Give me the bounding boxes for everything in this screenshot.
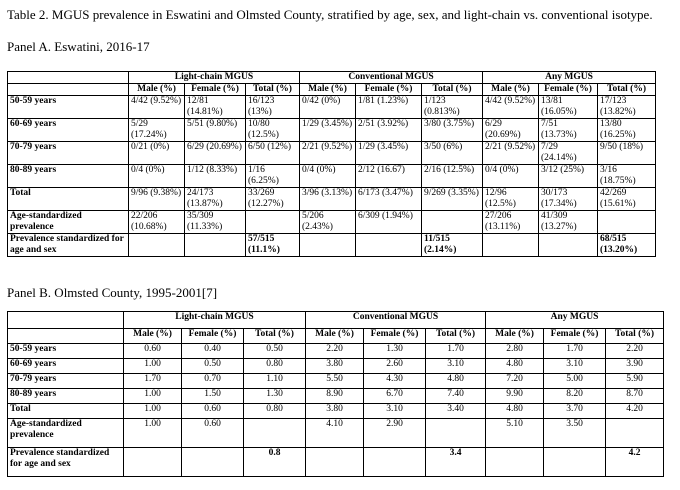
corner-cell: [8, 84, 129, 96]
group-header-light-chain: Light-chain MGUS: [124, 312, 306, 329]
table-cell: 3/12 (25%): [539, 165, 598, 188]
table-cell: 0/42 (0%): [300, 96, 356, 119]
table-cell: 5/29 (17.24%): [129, 119, 185, 142]
table-cell: 6.70: [364, 389, 426, 404]
table-cell: 4.80: [486, 404, 544, 419]
table-cell: 3.80: [306, 359, 364, 374]
row-label: Prevalence standardized for age and sex: [8, 448, 124, 477]
table-cell: [185, 234, 246, 257]
table-cell: 4.80: [426, 374, 486, 389]
table-cell: 16/123 (13%): [246, 96, 300, 119]
column-header: Female (%): [364, 329, 426, 344]
table-cell: 4.20: [606, 404, 664, 419]
table-cell: 3/80 (3.75%): [422, 119, 483, 142]
table-cell: [300, 234, 356, 257]
table-cell: 0.40: [182, 344, 244, 359]
column-header: Total (%): [246, 84, 300, 96]
table-cell: [426, 419, 486, 448]
table-cell: 0.60: [182, 404, 244, 419]
corner-cell: [8, 312, 124, 329]
table-cell: 35/309 (11.33%): [185, 211, 246, 234]
table-cell: 2.90: [364, 419, 426, 448]
table-cell: 1/81 (1.23%): [356, 96, 422, 119]
table-cell: 6/173 (3.47%): [356, 188, 422, 211]
table-cell: 13/80 (16.25%): [598, 119, 656, 142]
corner-cell: [8, 72, 129, 84]
table-cell: 2.60: [364, 359, 426, 374]
row-label: 80-89 years: [8, 165, 129, 188]
column-header: Total (%): [422, 84, 483, 96]
row-label: 80-89 years: [8, 389, 124, 404]
table-cell: 5/206 (2.43%): [300, 211, 356, 234]
row-label: Total: [8, 404, 124, 419]
table-cell: 8.90: [306, 389, 364, 404]
table-cell: 1.30: [244, 389, 306, 404]
row-label: Age-standardized prevalence: [8, 211, 129, 234]
row-label: Prevalence standardized for age and sex: [8, 234, 129, 257]
table-row: [8, 448, 664, 477]
row-label: 50-59 years: [8, 344, 124, 359]
column-header: Male (%): [129, 84, 185, 96]
table-cell: 3/96 (3.13%): [300, 188, 356, 211]
table-cell: 0/21 (0%): [129, 142, 185, 165]
table-cell: 1.70: [426, 344, 486, 359]
table-cell: 1.00: [124, 404, 182, 419]
table-cell: 7.40: [426, 389, 486, 404]
table-cell: 30/173 (17.34%): [539, 188, 598, 211]
table-cell: 33/269 (12.27%): [246, 188, 300, 211]
table-cell: 2.80: [486, 344, 544, 359]
table-cell: [129, 234, 185, 257]
table-row: [8, 119, 656, 142]
table-row: [8, 142, 656, 165]
table-cell: 10/80 (12.5%): [246, 119, 300, 142]
table-cell: 0.80: [244, 404, 306, 419]
corner-cell: [8, 329, 124, 344]
group-header-any: Any MGUS: [486, 312, 664, 329]
table-cell: 17/123 (13.82%): [598, 96, 656, 119]
table-cell: 0/4 (0%): [129, 165, 185, 188]
table-cell: 6/29 (20.69%): [483, 119, 539, 142]
table-cell: 7.20: [486, 374, 544, 389]
table-cell: 2.20: [606, 344, 664, 359]
table-cell: 1/123 (0.813%): [422, 96, 483, 119]
table-cell: 5.90: [606, 374, 664, 389]
table-cell: [486, 448, 544, 477]
table-cell: 3.10: [364, 404, 426, 419]
table-cell: 9.90: [486, 389, 544, 404]
row-label: 50-59 years: [8, 96, 129, 119]
table-cell: 3.10: [544, 359, 606, 374]
table-cell: 0.50: [182, 359, 244, 374]
table-cell: 0.60: [182, 419, 244, 448]
table-cell: [356, 234, 422, 257]
panel-b-title: Panel B. Olmsted County, 1995-2001[7]: [7, 285, 218, 300]
table-cell: [244, 419, 306, 448]
table-cell: 2/16 (12.5%): [422, 165, 483, 188]
table-cell: 8.70: [606, 389, 664, 404]
table-cell: 4.10: [306, 419, 364, 448]
table-cell: 1/12 (8.33%): [185, 165, 246, 188]
column-header: Female (%): [185, 84, 246, 96]
table-cell: 1.00: [124, 419, 182, 448]
table-cell: 4.30: [364, 374, 426, 389]
table-cell: [606, 419, 664, 448]
table-cell: 1.70: [544, 344, 606, 359]
row-label: Age-standardized prevalence: [8, 419, 124, 448]
table-cell: 12/81 (14.81%): [185, 96, 246, 119]
table-cell: 1.00: [124, 389, 182, 404]
table-cell: 1.70: [124, 374, 182, 389]
table-cell: 4.80: [486, 359, 544, 374]
table-cell: 1.30: [364, 344, 426, 359]
table-row: [8, 344, 664, 359]
table-cell: 0.50: [244, 344, 306, 359]
column-header: Male (%): [483, 84, 539, 96]
table-cell: 0.8: [244, 448, 306, 477]
column-header: Total (%): [598, 84, 656, 96]
table-cell: [544, 448, 606, 477]
table-row: [8, 96, 656, 119]
table-cell: 3.10: [426, 359, 486, 374]
table-cell: 6/29 (20.69%): [185, 142, 246, 165]
table-cell: 0/4 (0%): [483, 165, 539, 188]
row-label: 60-69 years: [8, 359, 124, 374]
table-cell: 3.90: [606, 359, 664, 374]
table-cell: [124, 448, 182, 477]
table-cell: 3.50: [544, 419, 606, 448]
panel-a-title: Panel A. Eswatini, 2016-17: [7, 39, 150, 54]
panel-b-table: [7, 311, 664, 477]
table-cell: 13/81 (16.05%): [539, 96, 598, 119]
table-cell: [246, 211, 300, 234]
table-cell: 3/16 (18.75%): [598, 165, 656, 188]
table-cell: 9/50 (18%): [598, 142, 656, 165]
table-cell: 5.10: [486, 419, 544, 448]
table-row: [8, 359, 664, 374]
table-cell: 22/206 (10.68%): [129, 211, 185, 234]
table-cell: 11/515 (2.14%): [422, 234, 483, 257]
table-cell: 5/51 (9.80%): [185, 119, 246, 142]
column-header: Total (%): [606, 329, 664, 344]
table-cell: 6/309 (1.94%): [356, 211, 422, 234]
table-cell: 1/29 (3.45%): [300, 119, 356, 142]
table-cell: 2/21 (9.52%): [483, 142, 539, 165]
column-header: Male (%): [124, 329, 182, 344]
table-cell: [306, 448, 364, 477]
row-label: 70-79 years: [8, 374, 124, 389]
table-cell: 1/29 (3.45%): [356, 142, 422, 165]
group-header-any: Any MGUS: [483, 72, 656, 84]
table-cell: 2/21 (9.52%): [300, 142, 356, 165]
column-header: Female (%): [539, 84, 598, 96]
table-cell: 2/12 (16.67): [356, 165, 422, 188]
table-cell: 12/96 (12.5%): [483, 188, 539, 211]
table-cell: [483, 234, 539, 257]
column-header: Female (%): [182, 329, 244, 344]
table-cell: 5.00: [544, 374, 606, 389]
table-row: [8, 234, 656, 257]
table-cell: 57/515 (11.1%): [246, 234, 300, 257]
table-cell: 4/42 (9.52%): [129, 96, 185, 119]
table-cell: 1.10: [244, 374, 306, 389]
table-cell: 3.70: [544, 404, 606, 419]
table-row: [8, 165, 656, 188]
table-cell: 3/50 (6%): [422, 142, 483, 165]
table-cell: 2.20: [306, 344, 364, 359]
table-cell: 9/96 (9.38%): [129, 188, 185, 211]
table-cell: 3.4: [426, 448, 486, 477]
table-cell: 0.70: [182, 374, 244, 389]
table-cell: 27/206 (13.11%): [483, 211, 539, 234]
table-cell: [364, 448, 426, 477]
group-header-light-chain: Light-chain MGUS: [129, 72, 300, 84]
table-cell: 7/29 (24.14%): [539, 142, 598, 165]
table-cell: [182, 448, 244, 477]
table-row: [8, 389, 664, 404]
table-cell: [598, 211, 656, 234]
table-cell: 4.2: [606, 448, 664, 477]
row-label: Total: [8, 188, 129, 211]
table-cell: 7/51 (13.73%): [539, 119, 598, 142]
column-header: Total (%): [244, 329, 306, 344]
table-cell: 6/50 (12%): [246, 142, 300, 165]
column-header: Male (%): [300, 84, 356, 96]
table-row: [8, 211, 656, 234]
column-header: Male (%): [306, 329, 364, 344]
table-cell: 8.20: [544, 389, 606, 404]
table-row: [8, 374, 664, 389]
table-cell: [539, 234, 598, 257]
table-cell: 0.60: [124, 344, 182, 359]
table-row: [8, 404, 664, 419]
table-cell: [422, 211, 483, 234]
row-label: 60-69 years: [8, 119, 129, 142]
table-cell: 42/269 (15.61%): [598, 188, 656, 211]
table-cell: 1.00: [124, 359, 182, 374]
table-cell: 68/515 (13.20%): [598, 234, 656, 257]
table-cell: 0.80: [244, 359, 306, 374]
table-cell: 5.50: [306, 374, 364, 389]
group-header-conventional: Conventional MGUS: [300, 72, 483, 84]
column-header: Male (%): [486, 329, 544, 344]
panel-b-body: [8, 344, 664, 477]
table-cell: 4/42 (9.52%): [483, 96, 539, 119]
table-cell: 41/309 (13.27%): [539, 211, 598, 234]
panel-a-table: [7, 71, 656, 257]
table-row: [8, 188, 656, 211]
table-cell: 2/51 (3.92%): [356, 119, 422, 142]
table-cell: 9/269 (3.35%): [422, 188, 483, 211]
row-label: 70-79 years: [8, 142, 129, 165]
table-row: [8, 419, 664, 448]
group-header-conventional: Conventional MGUS: [306, 312, 486, 329]
column-header: Female (%): [356, 84, 422, 96]
table-cell: 3.80: [306, 404, 364, 419]
column-header: Total (%): [426, 329, 486, 344]
column-header: Female (%): [544, 329, 606, 344]
table-cell: 3.40: [426, 404, 486, 419]
table-cell: 1.50: [182, 389, 244, 404]
table-caption: Table 2. MGUS prevalence in Eswatini and Olmsted County, stratified by age, sex, and light-chain vs. conventional isotype.: [7, 7, 653, 22]
table-cell: 24/173 (13.87%): [185, 188, 246, 211]
table-cell: 1/16 (6.25%): [246, 165, 300, 188]
panel-a-body: [8, 96, 656, 257]
table-cell: 0/4 (0%): [300, 165, 356, 188]
